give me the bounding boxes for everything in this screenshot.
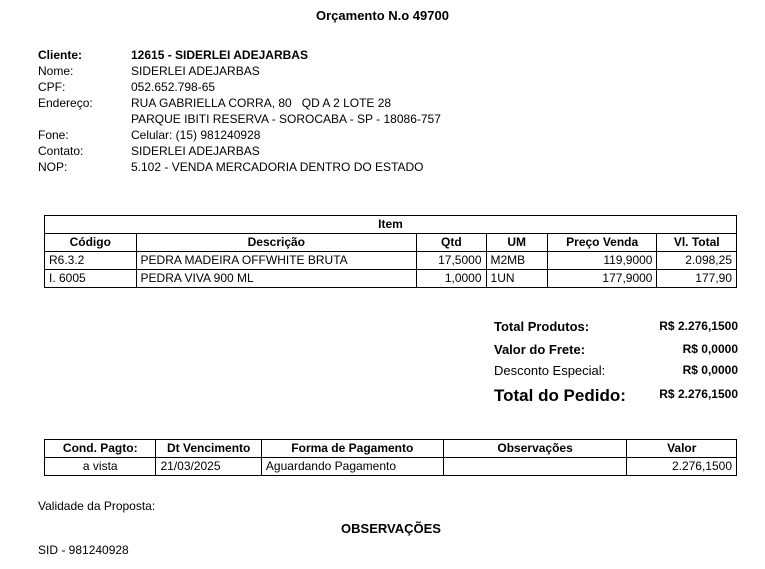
item-preco-venda: 119,9000 bbox=[547, 252, 657, 270]
payment-observacoes bbox=[443, 458, 627, 476]
items-header-row bbox=[45, 234, 737, 252]
table-row bbox=[45, 252, 737, 270]
total-produtos-label: Total Produtos: bbox=[494, 319, 590, 334]
col-header-cond-pagto: Cond. Pagto: bbox=[45, 440, 156, 458]
col-header-forma-pagamento: Forma de Pagamento bbox=[261, 440, 443, 458]
table-row bbox=[45, 270, 737, 288]
col-header-observacoes: Observações bbox=[443, 440, 627, 458]
valor-frete-label: Valor do Frete: bbox=[494, 342, 586, 357]
items-table bbox=[44, 215, 737, 288]
item-um: M2MB bbox=[486, 252, 547, 270]
endereco-label: Endereço: bbox=[38, 96, 93, 110]
contato-label: Contato: bbox=[38, 144, 84, 158]
item-qtd: 17,5000 bbox=[417, 252, 486, 270]
endereco-line2: PARQUE IBITI RESERVA - SOROCABA - SP - 18086-757 bbox=[131, 112, 441, 126]
payment-vencimento: 21/03/2025 bbox=[156, 458, 261, 476]
item-codigo: R6.3.2 bbox=[45, 252, 137, 270]
total-pedido-label: Total do Pedido: bbox=[494, 386, 626, 405]
cliente-label: Cliente: bbox=[38, 48, 83, 62]
nome-value: SIDERLEI ADEJARBAS bbox=[131, 64, 260, 78]
item-codigo: I. 6005 bbox=[45, 270, 137, 288]
total-produtos-value: R$ 2.276,1500 bbox=[659, 319, 738, 333]
col-header-valor: Valor bbox=[627, 440, 737, 458]
observacoes-title: OBSERVAÇÕES bbox=[341, 521, 441, 536]
payment-header-row bbox=[45, 440, 737, 458]
payment-valor: 2.276,1500 bbox=[627, 458, 737, 476]
table-row bbox=[45, 458, 737, 476]
fone-label: Fone: bbox=[38, 128, 69, 142]
nop-value: 5.102 - VENDA MERCADORIA DENTRO DO ESTADO bbox=[131, 160, 424, 174]
col-header-descricao: Descrição bbox=[136, 234, 417, 252]
cliente-value: 12615 - SIDERLEI ADEJARBAS bbox=[131, 48, 308, 62]
observacoes-text: SID - 981240928 bbox=[38, 543, 129, 557]
endereco-line1: RUA GABRIELLA CORRA, 80 QD A 2 LOTE 28 bbox=[131, 96, 392, 110]
item-descricao: PEDRA MADEIRA OFFWHITE BRUTA bbox=[136, 252, 417, 270]
col-header-um: UM bbox=[486, 234, 547, 252]
total-pedido-value: R$ 2.276,1500 bbox=[659, 387, 738, 401]
desconto-especial-label: Desconto Especial: bbox=[494, 363, 606, 378]
validade-label: Validade da Proposta: bbox=[38, 499, 156, 513]
item-qtd: 1,0000 bbox=[417, 270, 486, 288]
nome-label: Nome: bbox=[38, 64, 74, 78]
col-header-preco-venda: Preço Venda bbox=[547, 234, 657, 252]
fone-value: Celular: (15) 981240928 bbox=[131, 128, 261, 142]
items-caption-row bbox=[45, 216, 737, 234]
item-preco-venda: 177,9000 bbox=[547, 270, 657, 288]
payment-table bbox=[44, 439, 737, 476]
cpf-label: CPF: bbox=[38, 80, 66, 94]
desconto-especial-value: R$ 0,0000 bbox=[682, 363, 738, 377]
col-header-qtd: Qtd bbox=[417, 234, 486, 252]
contato-value: SIDERLEI ADEJARBAS bbox=[131, 144, 260, 158]
cpf-value: 052.652.798-65 bbox=[131, 80, 216, 94]
items-caption: Item bbox=[45, 216, 737, 234]
col-header-codigo: Código bbox=[45, 234, 137, 252]
document-title: Orçamento N.o 49700 bbox=[316, 8, 449, 23]
nop-label: NOP: bbox=[38, 160, 68, 174]
item-descricao: PEDRA VIVA 900 ML bbox=[136, 270, 417, 288]
col-header-dt-vencimento: Dt Vencimento bbox=[156, 440, 261, 458]
col-header-vl-total: Vl. Total bbox=[657, 234, 737, 252]
item-um: 1UN bbox=[486, 270, 547, 288]
payment-forma: Aguardando Pagamento bbox=[261, 458, 443, 476]
item-vl-total: 2.098,25 bbox=[657, 252, 737, 270]
payment-cond: a vista bbox=[45, 458, 156, 476]
item-vl-total: 177,90 bbox=[657, 270, 737, 288]
valor-frete-value: R$ 0,0000 bbox=[682, 342, 738, 356]
